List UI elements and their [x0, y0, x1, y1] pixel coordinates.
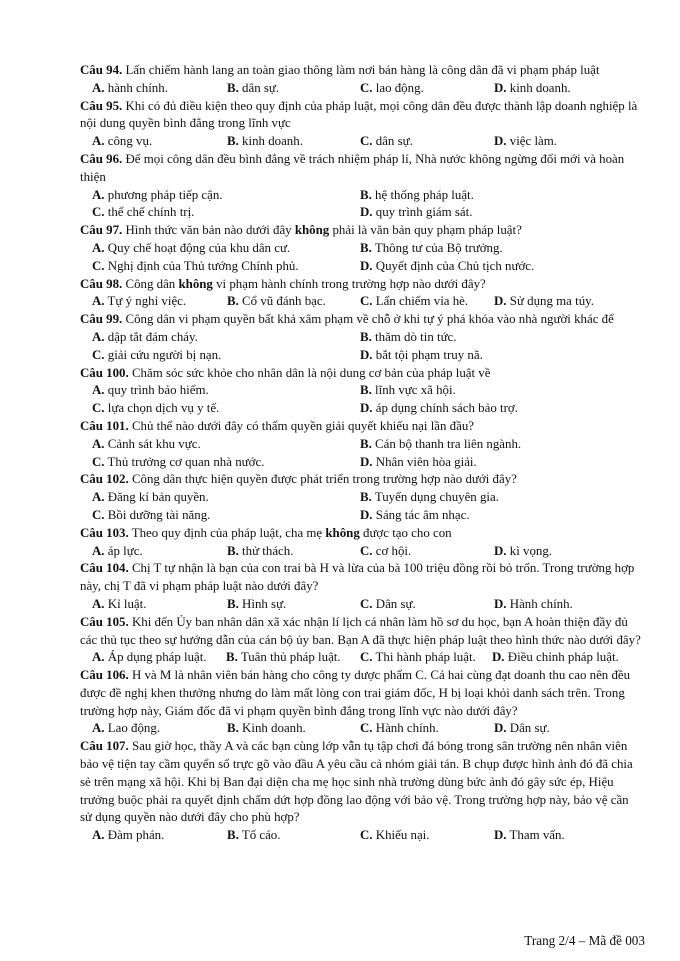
option-text: Nhân viên hòa giải.	[372, 454, 477, 469]
answer-option	[226, 649, 341, 667]
question-stem	[80, 418, 642, 436]
option-text: kì vọng.	[506, 543, 553, 558]
option-letter: C.	[360, 650, 373, 665]
option-text: kinh doanh.	[238, 134, 303, 149]
answer-option	[494, 720, 550, 738]
question-number: Câu 96.	[80, 151, 123, 166]
question-text: Khi có đủ điều kiện theo quy định của pháp luật, mọi công dân đều được thành lập doanh nghiệp là nội dung quyền bình đẳng trong lĩnh vực	[80, 98, 638, 131]
answer-option	[227, 80, 279, 98]
answer-option	[494, 543, 552, 561]
answer-option	[92, 543, 143, 561]
option-letter: C.	[360, 80, 373, 95]
option-text: Hành chính.	[372, 721, 439, 736]
question-stem	[80, 560, 642, 596]
question-keyword: không	[325, 525, 360, 540]
question-stem	[80, 276, 642, 294]
question-number: Câu 97.	[80, 223, 123, 238]
option-text: thăm dò tin tức.	[371, 329, 457, 344]
option-letter: B.	[227, 596, 239, 611]
option-text: hệ thống pháp luật.	[371, 187, 474, 202]
answer-option	[92, 240, 290, 258]
question-stem	[80, 222, 642, 240]
question-text: H và M là nhân viên bán hàng cho công ty dược phẩm C. Cả hai cùng đạt doanh thu cao nên đều được đề nghị khen thưởng nhưng do làm mất lòng con trai giám đốc, H bị loại khỏi danh sách trên. Trong trường hợp này, Giám đốc đã vi phạm quyền bình đẳng trong lĩnh vực nào dưới đây?	[80, 668, 631, 718]
option-letter: A.	[92, 383, 105, 398]
option-letter: D.	[494, 80, 507, 95]
option-letter: B.	[360, 383, 372, 398]
option-text: Dân sự.	[506, 721, 550, 736]
question-number: Câu 107.	[80, 739, 129, 754]
question-stem	[80, 738, 642, 827]
answer-option	[227, 720, 306, 738]
answer-option	[227, 543, 293, 561]
answer-option	[360, 133, 413, 151]
question-stem	[80, 365, 642, 383]
answer-option	[360, 187, 474, 205]
option-letter: A.	[92, 650, 105, 665]
option-letter: B.	[360, 329, 372, 344]
answer-option	[92, 80, 168, 98]
question-text: Công dân thực hiện quyền được phát triển trong trường hợp nào dưới đây?	[128, 472, 517, 487]
answer-option	[92, 187, 223, 205]
option-letter: C.	[360, 596, 373, 611]
question-number: Câu 101.	[80, 418, 129, 433]
answer-options-row	[80, 293, 642, 311]
question-number: Câu 104.	[80, 561, 129, 576]
question-text: Chị T tự nhận là bạn của con trai bà H và lừa của bà 100 triệu đồng rồi bỏ trốn. Trong trường hợp này, chị T đã vi phạm pháp luật nào dưới đây?	[80, 561, 635, 594]
question-text: Sau giờ học, thầy A và các bạn cùng lớp vẫn tụ tập chơi đá bóng trong sân trường nên nhân viên bảo vệ tiện tay cầm quyển sổ trực gõ vào đầu A yêu cầu cả nhóm giải tán. B chụp được hình ảnh đó đã chia sẻ trên mạng xã hội. Khi bị Ban đại diện cha mẹ học sinh nhà trường dùng bức ảnh đó gây sức ép, Hiệu trưởng buộc phải ra quyết định chấm dứt hợp đồng lao động với bảo vệ. Trong trường hợp này, bảo vệ cần sử dụng quyền nào dưới đây cho phù hợp?	[80, 739, 633, 825]
option-letter: A.	[92, 329, 105, 344]
answer-options-row	[80, 329, 642, 347]
option-text: dân sự.	[238, 80, 280, 95]
answer-option	[227, 293, 326, 311]
question-text: được tạo cho con	[359, 525, 452, 540]
option-text: Tham vấn.	[506, 828, 565, 843]
answer-option	[494, 293, 594, 311]
page-footer: Trang 2/4 – Mã đề 003	[524, 933, 645, 948]
question-number: Câu 105.	[80, 614, 129, 629]
question-number: Câu 99.	[80, 312, 123, 327]
option-letter: B.	[360, 240, 372, 255]
option-letter: D.	[494, 596, 507, 611]
question-text: Khi đến Ủy ban nhân dân xã xác nhận lí lịch cá nhân làm hồ sơ du học, bạn A hoàn thiện đầy đủ các thủ tục theo sự hướng dẫn của cán bộ ủy ban. Bạn A đã thực hiện pháp luật theo hình thức nào dưới đây?	[80, 614, 641, 647]
answer-option	[227, 596, 286, 614]
option-text: Quy chế hoạt động của khu dân cư.	[104, 240, 291, 255]
answer-option	[92, 204, 194, 222]
option-letter: D.	[494, 294, 507, 309]
answer-option	[360, 827, 429, 845]
answer-option	[360, 543, 411, 561]
option-letter: C.	[92, 347, 105, 362]
option-text: Điều chỉnh pháp luật.	[504, 650, 619, 665]
question-stem	[80, 471, 642, 489]
option-letter: D.	[360, 401, 373, 416]
answer-options-row	[80, 400, 642, 418]
answer-option	[92, 400, 219, 418]
answer-option	[360, 507, 470, 525]
option-letter: D.	[360, 258, 373, 273]
question-text: vi phạm hành chính trong trường hợp nào dưới đây?	[212, 276, 486, 291]
answer-option	[227, 827, 280, 845]
option-letter: D.	[494, 134, 507, 149]
answer-option	[92, 827, 164, 845]
answer-options-row	[80, 827, 642, 845]
option-text: Kỉ luật.	[104, 596, 147, 611]
question-text: Công dân vi phạm quyền bất khả xâm phạm về chỗ ở khi tự ý phá khóa vào nhà người khác để	[122, 312, 614, 327]
option-letter: C.	[360, 134, 373, 149]
answer-option	[492, 649, 619, 667]
answer-options-row	[80, 187, 642, 205]
answer-option	[360, 436, 521, 454]
option-text: Lao động.	[104, 721, 161, 736]
option-text: phương pháp tiếp cận.	[104, 187, 223, 202]
option-text: Thủ trưởng cơ quan nhà nước.	[104, 454, 265, 469]
answer-option	[227, 133, 303, 151]
option-letter: C.	[360, 721, 373, 736]
answer-option	[92, 329, 198, 347]
option-letter: D.	[494, 543, 507, 558]
question-text: Chăm sóc sức khỏe cho nhân dân là nội dung cơ bản của pháp luật về	[128, 365, 491, 380]
option-text: cơ hội.	[372, 543, 412, 558]
option-text: Sáng tác âm nhạc.	[372, 507, 470, 522]
option-text: hành chính.	[104, 80, 168, 95]
answer-option	[92, 133, 152, 151]
option-text: dân sự.	[372, 134, 413, 149]
option-text: Tự ý nghỉ việc.	[104, 294, 187, 309]
answer-option	[360, 720, 439, 738]
option-text: quy trình bảo hiểm.	[104, 383, 209, 398]
question-stem	[80, 525, 642, 543]
question-number: Câu 100.	[80, 365, 129, 380]
option-text: áp lực.	[104, 543, 143, 558]
question-stem	[80, 667, 642, 720]
option-letter: B.	[227, 828, 239, 843]
answer-option	[494, 133, 557, 151]
option-text: Cán bộ thanh tra liên ngành.	[371, 436, 522, 451]
option-text: giải cứu người bị nạn.	[104, 347, 222, 362]
answer-options-row	[80, 489, 642, 507]
option-text: Cổ vũ đánh bạc.	[238, 294, 326, 309]
answer-option	[360, 329, 457, 347]
answer-options-row	[80, 507, 642, 525]
answer-option	[92, 596, 146, 614]
option-text: Sử dụng ma túy.	[506, 294, 594, 309]
option-letter: B.	[360, 436, 372, 451]
option-letter: A.	[92, 436, 105, 451]
option-text: áp dụng chính sách bảo trợ.	[372, 401, 518, 416]
option-letter: D.	[360, 507, 373, 522]
option-text: lao động.	[372, 80, 424, 95]
answer-option	[92, 489, 209, 507]
question-stem	[80, 98, 642, 134]
option-letter: A.	[92, 596, 105, 611]
option-text: Kinh doanh.	[238, 721, 306, 736]
option-letter: A.	[92, 294, 105, 309]
option-text: thử thách.	[238, 543, 294, 558]
option-letter: A.	[92, 721, 105, 736]
option-letter: A.	[92, 240, 105, 255]
option-text: việc làm.	[506, 134, 558, 149]
answer-options-row	[80, 258, 642, 276]
question-text: phải là văn bản quy phạm pháp luật?	[329, 223, 522, 238]
option-text: Lấn chiếm vỉa hè.	[372, 294, 469, 309]
question-text: Để mọi công dân đều bình đẳng về trách nhiệm pháp lí, Nhà nước không ngừng đổi mới và hoàn thiện	[80, 151, 625, 184]
option-text: kinh doanh.	[506, 80, 571, 95]
option-letter: B.	[360, 187, 372, 202]
answer-options-row	[80, 436, 642, 454]
option-text: Tuân thủ pháp luật.	[237, 650, 341, 665]
answer-options-row	[80, 133, 642, 151]
option-text: quy trình giám sát.	[372, 205, 473, 220]
answer-option	[92, 293, 186, 311]
option-letter: C.	[92, 205, 105, 220]
option-letter: C.	[92, 258, 105, 273]
option-text: lĩnh vực xã hội.	[371, 383, 456, 398]
option-letter: B.	[227, 543, 239, 558]
option-text: Cảnh sát khu vực.	[104, 436, 201, 451]
option-letter: A.	[92, 543, 105, 558]
option-text: Thông tư của Bộ trưởng.	[371, 240, 503, 255]
answer-option	[494, 827, 565, 845]
answer-option	[360, 347, 483, 365]
question-number: Câu 102.	[80, 472, 129, 487]
option-text: thể chế chính trị.	[104, 205, 195, 220]
question-number: Câu 98.	[80, 276, 123, 291]
option-letter: A.	[92, 80, 105, 95]
answer-option	[360, 240, 503, 258]
option-text: dập tắt đám cháy.	[104, 329, 198, 344]
question-text: Theo quy định của pháp luật, cha mẹ	[128, 525, 326, 540]
option-letter: C.	[92, 507, 105, 522]
option-letter: C.	[360, 294, 373, 309]
answer-option	[92, 436, 201, 454]
option-letter: C.	[92, 401, 105, 416]
question-text: Lấn chiếm hành lang an toàn giao thông làm nơi bán hàng là công dân đã vi phạm pháp luật	[122, 63, 600, 77]
option-letter: B.	[227, 134, 239, 149]
option-text: công vụ.	[104, 134, 153, 149]
question-keyword: không	[294, 223, 330, 238]
answer-options-row	[80, 80, 642, 98]
option-text: Đàm phán.	[104, 828, 165, 843]
option-letter: D.	[360, 347, 373, 362]
answer-option	[360, 258, 534, 276]
question-text: Công dân	[122, 276, 179, 291]
answer-option	[360, 649, 476, 667]
question-text: Hình thức văn bản nào dưới đây	[122, 223, 295, 238]
answer-option	[360, 382, 456, 400]
answer-option	[360, 454, 477, 472]
option-letter: D.	[492, 650, 505, 665]
answer-options-row	[80, 382, 642, 400]
option-letter: A.	[92, 187, 105, 202]
answer-option	[360, 489, 499, 507]
question-number: Câu 94.	[80, 63, 123, 77]
answer-options-row	[80, 204, 642, 222]
question-number: Câu 103.	[80, 525, 129, 540]
answer-option	[92, 649, 207, 667]
answer-option	[494, 596, 573, 614]
option-text: Dân sự.	[372, 596, 416, 611]
option-letter: B.	[360, 490, 372, 505]
answer-options-row	[80, 596, 642, 614]
answer-option	[92, 382, 209, 400]
answer-options-row	[80, 454, 642, 472]
option-letter: A.	[92, 490, 105, 505]
option-text: Thi hành pháp luật.	[372, 650, 476, 665]
option-letter: A.	[92, 828, 105, 843]
option-text: Áp dụng pháp luật.	[104, 650, 207, 665]
question-stem	[80, 151, 642, 187]
answer-option	[360, 293, 468, 311]
option-letter: D.	[494, 721, 507, 736]
option-letter: B.	[227, 294, 239, 309]
question-stem	[80, 62, 642, 80]
question-text: Chủ thể nào dưới đây có thẩm quyền giải quyết khiếu nại lần đầu?	[128, 418, 475, 433]
option-letter: D.	[360, 454, 373, 469]
option-letter: B.	[226, 650, 238, 665]
answer-option	[92, 258, 299, 276]
question-number: Câu 106.	[80, 668, 129, 683]
option-letter: C.	[92, 454, 105, 469]
question-stem	[80, 614, 642, 650]
option-text: lựa chọn dịch vụ y tế.	[104, 401, 220, 416]
answer-option	[92, 507, 210, 525]
answer-option	[360, 204, 472, 222]
option-text: bắt tội phạm truy nã.	[372, 347, 483, 362]
question-stem	[80, 311, 642, 329]
option-letter: C.	[360, 828, 373, 843]
answer-option	[92, 347, 221, 365]
option-letter: D.	[494, 828, 507, 843]
question-list	[80, 62, 642, 845]
answer-options-row	[80, 649, 642, 667]
option-text: Hình sự.	[238, 596, 287, 611]
option-text: Tuyển dụng chuyên gia.	[371, 490, 499, 505]
option-text: Nghị định của Thủ tướng Chính phủ.	[104, 258, 299, 273]
option-letter: D.	[360, 205, 373, 220]
option-text: Hành chính.	[506, 596, 573, 611]
option-text: Đăng kí bản quyền.	[104, 490, 209, 505]
answer-option	[494, 80, 571, 98]
answer-option	[360, 596, 416, 614]
answer-options-row	[80, 240, 642, 258]
answer-options-row	[80, 543, 642, 561]
option-text: Khiếu nại.	[372, 828, 430, 843]
answer-options-row	[80, 720, 642, 738]
option-letter: B.	[227, 80, 239, 95]
option-letter: A.	[92, 134, 105, 149]
option-text: Bồi dưỡng tài năng.	[104, 507, 211, 522]
answer-options-row	[80, 347, 642, 365]
answer-option	[360, 80, 424, 98]
option-text: Tố cáo.	[238, 828, 281, 843]
answer-option	[92, 454, 264, 472]
answer-option	[360, 400, 518, 418]
option-letter: C.	[360, 543, 373, 558]
question-number: Câu 95.	[80, 98, 123, 113]
answer-option	[92, 720, 160, 738]
option-text: Quyết định của Chủ tịch nước.	[372, 258, 535, 273]
question-keyword: không	[178, 276, 213, 291]
option-letter: B.	[227, 721, 239, 736]
